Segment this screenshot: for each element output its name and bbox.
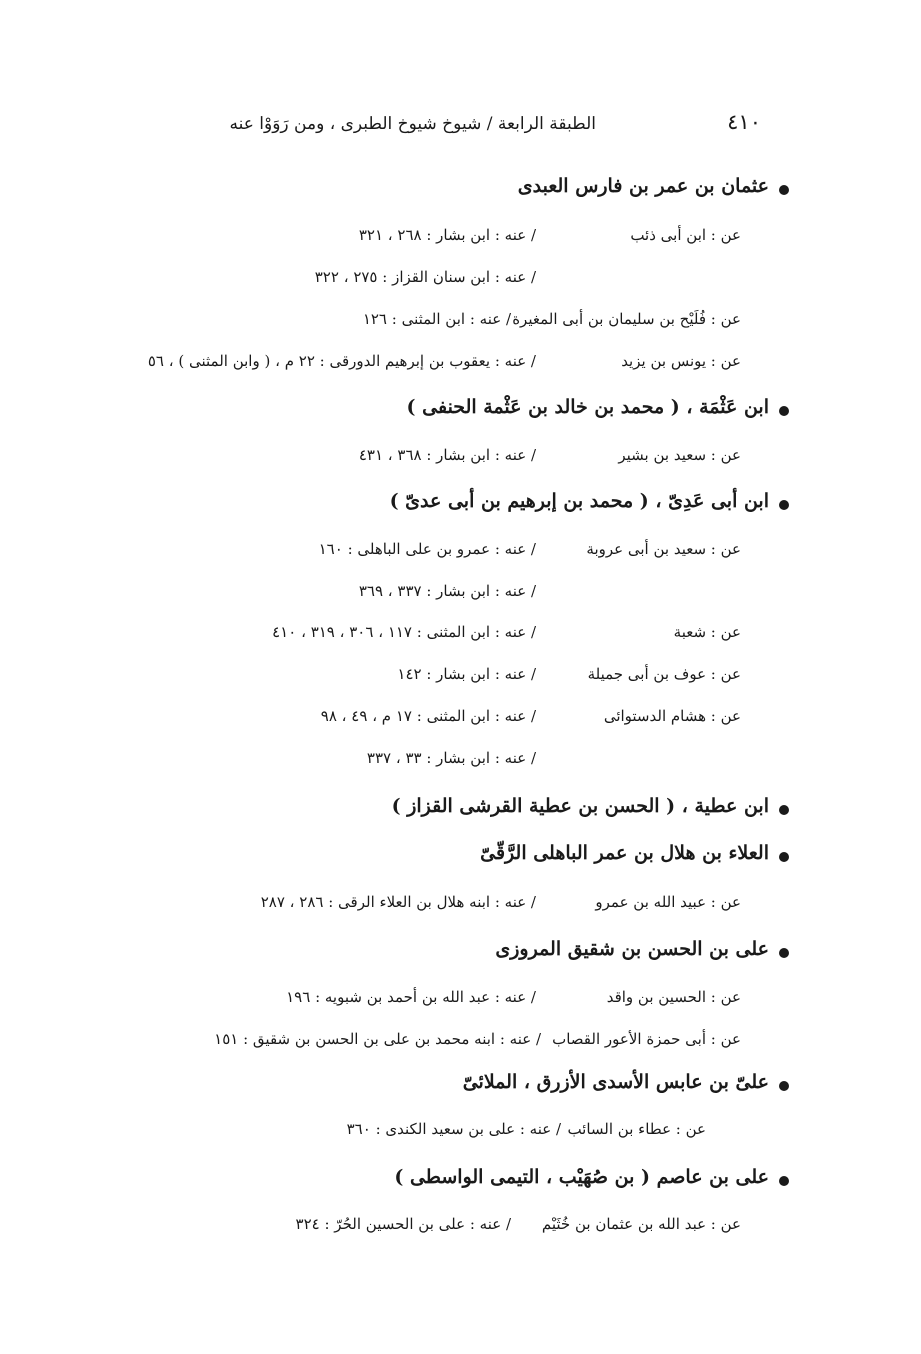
source-line bbox=[161, 707, 741, 725]
bullet-icon bbox=[779, 805, 789, 815]
source-line bbox=[161, 540, 741, 558]
source-line bbox=[161, 226, 741, 244]
narrator-text: / عنه : عمرو بن على الباهلى : ١٦٠ bbox=[318, 540, 536, 558]
narrator-text: / عنه : على بن سعيد الكندى : ٣٦٠ bbox=[346, 1120, 561, 1138]
source-line bbox=[141, 352, 741, 370]
narrator-text: / عنه : يعقوب بن إبرهيم الدورقى : ٢٢ م ، ( وابن المثنى ) ، ٥٦ bbox=[147, 352, 536, 370]
source-line bbox=[161, 310, 741, 328]
bullet-icon bbox=[779, 185, 789, 195]
entry-title: ابن عطية ، ( الحسن بن عطية القرشى القزاز ) bbox=[391, 795, 769, 817]
bullet-icon bbox=[779, 406, 789, 416]
teacher-text: عن : عطاء بن السائب bbox=[567, 1120, 706, 1138]
narrator-text: / عنه : ابن بشار : ١٤٢ bbox=[397, 665, 536, 683]
source-line bbox=[206, 1120, 706, 1138]
teacher-text: عن : سعيد بن أبى عروبة bbox=[586, 540, 741, 558]
teacher-text: عن : ابن أبى ذئب bbox=[630, 226, 741, 244]
teacher-text: عن : يونس بن يزيد bbox=[621, 352, 741, 370]
teacher-text: عن : شعبة bbox=[673, 623, 741, 641]
entry-title: عثمان بن عمر بن فارس العبدى bbox=[517, 175, 769, 197]
narrator-text: / عنه : ابنه هلال بن العلاء الرقى : ٢٨٦ ، ٢٨٧ bbox=[260, 893, 536, 911]
source-line bbox=[161, 988, 741, 1006]
source-line bbox=[161, 893, 741, 911]
teacher-text: عن : الحسين بن واقد bbox=[606, 988, 741, 1006]
teacher-text: عن : سعيد بن بشير bbox=[618, 446, 741, 464]
entry-title: علىّ بن عابس الأسدى الأزرق ، الملائىّ bbox=[462, 1071, 769, 1093]
source-line bbox=[161, 623, 741, 641]
narrator-text: / عنه : على بن الحسين الحُرّ : ٣٢٤ bbox=[295, 1215, 511, 1233]
teacher-text: عن : عبد الله بن عثمان بن خُثَيْم bbox=[541, 1215, 741, 1233]
narrator-text: / عنه : ابن المثنى : ١٢٦ bbox=[362, 310, 511, 328]
bullet-icon bbox=[779, 1176, 789, 1186]
bullet-icon bbox=[779, 500, 789, 510]
teacher-text: عن : أبى حمزة الأعور القصاب bbox=[552, 1030, 741, 1048]
entry-title: على بن عاصم ( بن صُهَيْب ، التيمى الواسطى ) bbox=[394, 1166, 769, 1188]
narrator-text: / عنه : ابن بشار : ٣٦٨ ، ٤٣١ bbox=[358, 446, 536, 464]
narrator-text: / عنه : ابن المثنى : ١٧ م ، ٤٩ ، ٩٨ bbox=[320, 707, 536, 725]
source-line bbox=[181, 1215, 741, 1233]
bullet-icon bbox=[779, 1081, 789, 1091]
page-number: ٤١٠ bbox=[727, 110, 761, 134]
narrator-text: / عنه : ابن سنان القزاز : ٢٧٥ ، ٣٢٢ bbox=[314, 268, 536, 286]
narrator-text: / عنه : ابن بشار : ٢٦٨ ، ٣٢١ bbox=[358, 226, 536, 244]
entry-title: العلاء بن هلال بن عمر الباهلى الرَّقّىّ bbox=[480, 842, 769, 864]
entry-title: على بن الحسن بن شقيق المروزى bbox=[495, 938, 769, 960]
bullet-icon bbox=[779, 948, 789, 958]
teacher-text: عن : هشام الدستوائى bbox=[603, 707, 741, 725]
source-line bbox=[161, 1030, 741, 1048]
narrator-text: / عنه : ابنه محمد بن على بن الحسن بن شقيق : ١٥١ bbox=[214, 1030, 541, 1048]
entry-title: ابن عَثْمَة ، ( محمد بن خالد بن عَثْمة الحنفى ) bbox=[406, 396, 769, 418]
teacher-text: عن : عبيد الله بن عمرو bbox=[595, 893, 741, 911]
bullet-icon bbox=[779, 852, 789, 862]
narrator-text: / عنه : ابن بشار : ٣٣٧ ، ٣٦٩ bbox=[358, 582, 536, 600]
narrator-text: / عنه : ابن المثنى : ١١٧ ، ٣٠٦ ، ٣١٩ ، ٤١٠ bbox=[272, 623, 536, 641]
source-line bbox=[161, 446, 741, 464]
entry-title: ابن أبى عَدِىّ ، ( محمد بن إبرهيم بن أبى عدىّ ) bbox=[389, 490, 769, 512]
source-line bbox=[161, 665, 741, 683]
narrator-text: / عنه : ابن بشار : ٣٣ ، ٣٣٧ bbox=[366, 749, 536, 767]
running-header: الطبقة الرابعة / شيوخ شيوخ الطبرى ، ومن رَوَوْا عنه bbox=[229, 114, 596, 134]
teacher-text: عن : عوف بن أبى جميلة bbox=[587, 665, 741, 683]
narrator-text: / عنه : عبد الله بن أحمد بن شبويه : ١٩٦ bbox=[286, 988, 536, 1006]
teacher-text: عن : فُلَيْح بن سليمان بن أبى المغيرة bbox=[512, 310, 741, 328]
